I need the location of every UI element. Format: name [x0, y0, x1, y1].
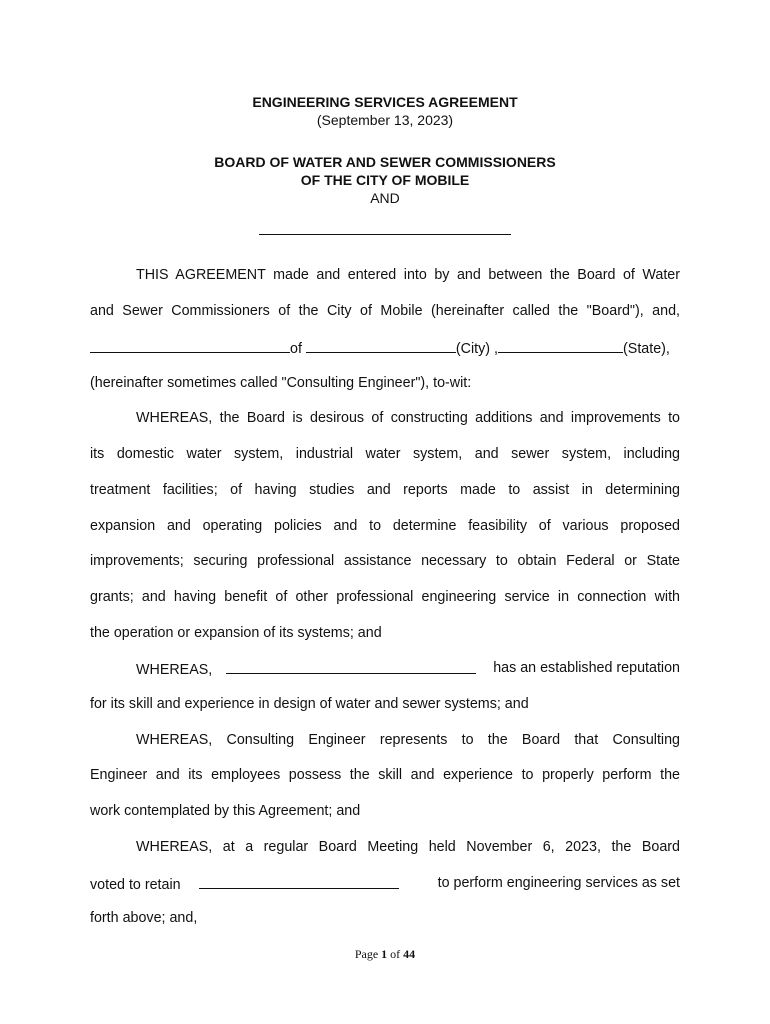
paragraph-2-line-1: WHEREAS, the Board is desirous of constructing additions and improvements to [136, 410, 680, 426]
of-label: of [290, 341, 302, 357]
paragraph-2-line-5: improvements; securing professional assistance necessary to obtain Federal or State [90, 553, 680, 569]
paragraph-4-line-2: Engineer and its employees possess the skill and experience to properly perform the [90, 767, 680, 783]
perform-services-text: to perform engineering services as set [437, 875, 680, 891]
paragraph-2-line-2: its domestic water system, industrial water system, and sewer system, including [90, 446, 680, 462]
paragraph-4-line-3: work contemplated by this Agreement; and [90, 803, 361, 819]
paragraph-1-line-4: (hereinafter sometimes called "Consulting Engineer"), to-wit: [90, 375, 472, 391]
page-footer [0, 947, 770, 962]
of-word: of [390, 947, 401, 961]
paragraph-4-line-1: WHEREAS, Consulting Engineer represents to the Board that Consulting [136, 732, 680, 748]
party-name-line-1: BOARD OF WATER AND SEWER COMMISSIONERS [214, 154, 556, 170]
paragraph-1-line-1: THIS AGREEMENT made and entered into by and between the Board of Water [136, 267, 680, 283]
city-label: (City) , [455, 341, 499, 357]
blank-field-retained-engineer [199, 874, 399, 889]
page-total: 44 [403, 947, 416, 961]
blank-field-name [90, 338, 290, 353]
paragraph-2-line-3: treatment facilities; of having studies and reports made to assist in determining [90, 482, 680, 498]
paragraph-3-line-2: for its skill and experience in design of water and sewer systems; and [90, 696, 529, 712]
document-title: ENGINEERING SERVICES AGREEMENT [252, 94, 518, 110]
paragraph-5-line-3: forth above; and, [90, 910, 198, 926]
whereas-label: WHEREAS, [136, 662, 213, 678]
second-party-blank-line [259, 234, 511, 235]
party-name-line-2: OF THE CITY OF MOBILE [300, 172, 470, 188]
voted-to-retain-text: voted to retain [90, 877, 181, 893]
paragraph-5-line-2 [90, 874, 680, 894]
blank-field-state [498, 338, 623, 353]
paragraph-5-line-1: WHEREAS, at a regular Board Meeting held November 6, 2023, the Board [136, 839, 680, 855]
blank-field-engineer [226, 659, 476, 674]
document-date: (September 13, 2023) [316, 112, 454, 128]
paragraph-2-line-4: expansion and operating policies and to determine feasibility of various proposed [90, 518, 680, 534]
state-label: (State), [623, 341, 670, 357]
and-separator: AND [370, 190, 400, 206]
paragraph-1-line-2: and Sewer Commissioners of the City of Mobile (hereinafter called the "Board"), and, [90, 303, 680, 319]
paragraph-2-line-7: the operation or expansion of its systems; and [90, 625, 382, 641]
paragraph-1-line-3 [90, 338, 680, 358]
paragraph-3-line-1 [90, 659, 680, 679]
page-number: 1 [381, 947, 388, 961]
page-word: Page [354, 947, 379, 961]
paragraph-2-line-6: grants; and having benefit of other professional engineering service in connection with [90, 589, 680, 605]
blank-field-city [306, 338, 456, 353]
reputation-text: has an established reputation [493, 660, 680, 676]
